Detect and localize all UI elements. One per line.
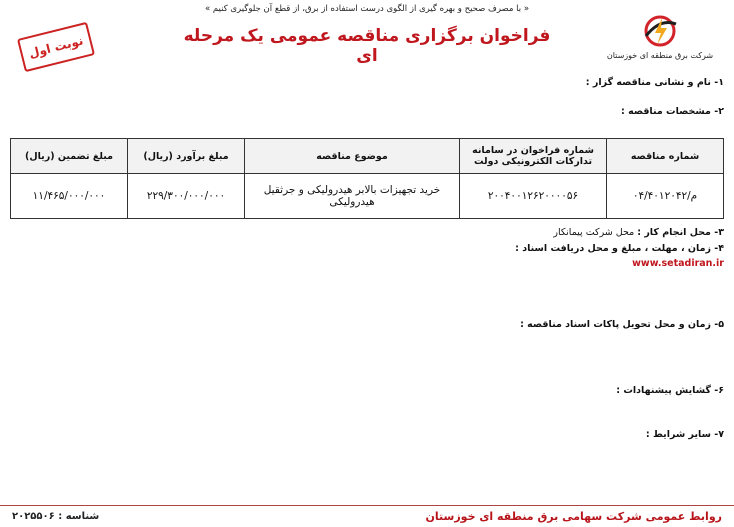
section-3: [10, 226, 724, 241]
page-title: فراخوان برگزاری مناقصه عمومی یک مرحله ای: [183, 26, 551, 66]
lightning-logo-icon: [638, 12, 682, 50]
intro-block: [10, 76, 724, 120]
section-5-line-2: [10, 333, 724, 348]
section-5: [10, 318, 724, 362]
tender-table: [10, 138, 724, 219]
tender-number: م/۰۴/۴۰۱۲۰۴۲: [607, 174, 724, 219]
section-6-line-1: [10, 384, 724, 399]
table-header-row: [11, 139, 724, 174]
footer: [0, 505, 734, 527]
company-logo: [600, 12, 720, 60]
section-1-body: [10, 91, 724, 106]
col-guarantee: مبلغ تضمین (ریال): [11, 139, 128, 174]
col-tender-number: شماره مناقصه: [607, 139, 724, 174]
section-4-line-2: [10, 257, 724, 272]
section-5-label: ۵- زمان و محل تحویل پاکات اسناد مناقصه :: [520, 319, 724, 330]
col-estimate: مبلغ برآورد (ریال): [128, 139, 245, 174]
section-1: [10, 76, 724, 91]
section-6-line-2: [10, 399, 724, 414]
section-7-line-1: [10, 428, 724, 443]
estimate-amount: ۲۲۹/۳۰۰/۰۰۰/۰۰۰: [128, 174, 245, 219]
col-call-number: شماره فراخوان در سامانه تدارکات الکترونیکی دولت: [460, 139, 607, 174]
call-number: ۲۰۰۴۰۰۱۲۶۲۰۰۰۰۵۶: [460, 174, 607, 219]
guarantee-amount: ۱۱/۴۶۵/۰۰۰/۰۰۰: [11, 174, 128, 219]
notice-code: [12, 511, 99, 522]
tender-subject: خرید تجهیزات بالابر هیدرولیکی و جرثقیل هیدرولیکی: [245, 174, 460, 219]
logo-text: شرکت برق منطقه ای خوزستان: [606, 51, 714, 60]
section-4-line-3: [10, 271, 724, 286]
section-6: [10, 384, 724, 413]
notice-code-label: شناسه :: [58, 511, 100, 522]
section-5-line-1: [10, 318, 724, 333]
section-6-label: ۶- گشایش پیشنهادات :: [616, 385, 724, 396]
condition-2: [10, 457, 724, 472]
col-subject: موضوع مناقصه: [245, 139, 460, 174]
section-4-label: ۴- زمان ، مهلت ، مبلغ و محل دریافت اسناد :: [515, 243, 724, 254]
top-note: « با مصرف صحیح و بهره گیری از الگوی درست استفاده از برق، از قطع آن جلوگیری کنیم »: [204, 4, 530, 14]
section-3-label: ۳- محل انجام کار :: [637, 227, 724, 238]
setad-link[interactable]: www.setadiran.ir: [632, 257, 724, 269]
section-4-line-1: [10, 242, 724, 257]
section-2: [10, 105, 724, 120]
section-3-text: محل شرکت پیمانکار: [553, 227, 635, 238]
section-5-line-3: [10, 347, 724, 362]
footer-publisher: روابط عمومی شرکت سهامی برق منطقه ای خوزستان: [425, 510, 722, 523]
section-7: [10, 428, 724, 472]
notice-code-value: ۲۰۲۵۵۰۶: [12, 511, 55, 522]
condition-1: [10, 443, 724, 458]
round-stamp: نوبت اول: [17, 22, 95, 72]
table-row: [11, 174, 724, 219]
section-4: [10, 242, 724, 286]
section-1-label: ۱- نام و نشانی مناقصه گزار :: [585, 77, 724, 88]
section-7-label: ۷- سایر شرایط :: [645, 429, 724, 440]
section-2-label: ۲- مشخصات مناقصه :: [620, 106, 724, 117]
